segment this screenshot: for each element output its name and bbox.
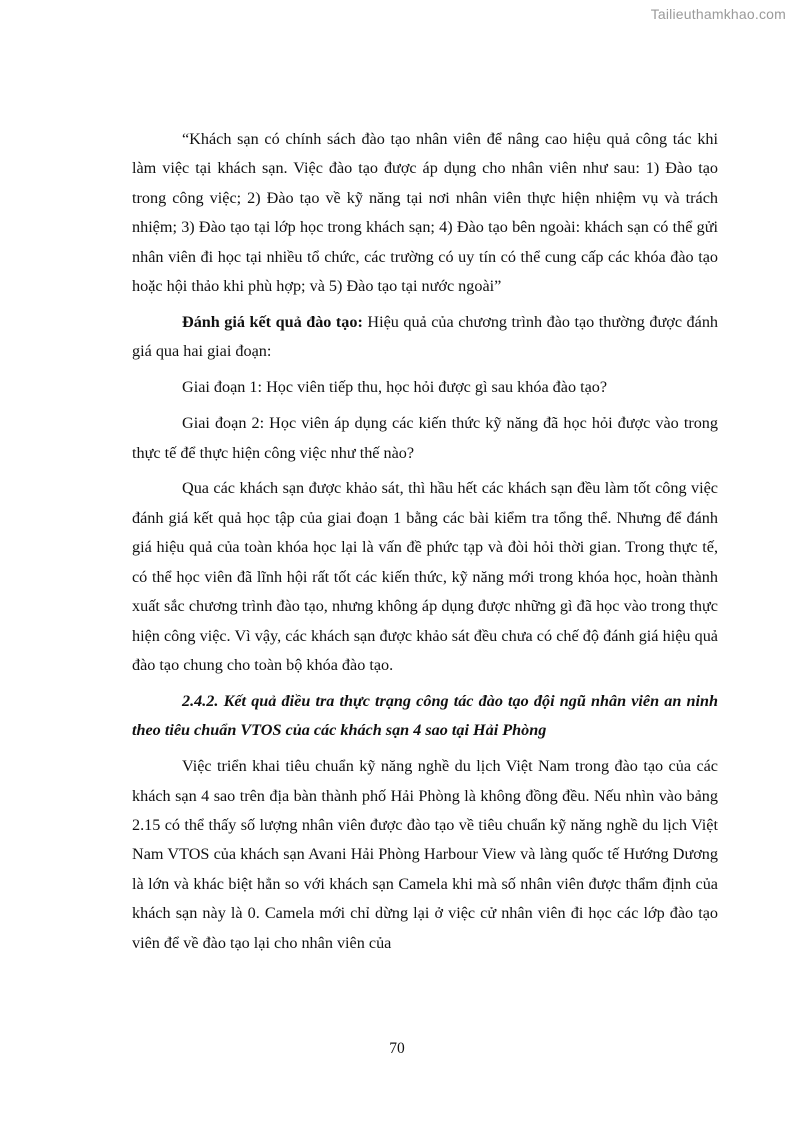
page-number: 70	[389, 1040, 405, 1057]
paragraph-stage-1: Giai đoạn 1: Học viên tiếp thu, học hỏi được gì sau khóa đào tạo?	[182, 378, 608, 397]
paragraph-evaluation	[132, 308, 718, 367]
paragraph-vtos: Việc triển khai tiêu chuẩn kỹ năng nghề du lịch Việt Nam trong đào tạo của các khách sạn 4 sao trên địa bàn thành phố Hải Phòng là không đồng đều. Nếu nhìn vào bảng 2.15 có thể thấy số lượng nhân viên được đào tạo về tiêu chuẩn kỹ năng nghề du lịch Việt Nam VTOS của khách sạn Avani Hải Phòng Harbour View và làng quốc tế Hướng Dương là lớn và khác biệt hẳn so với khách sạn Camela khi mà số nhân viên được thẩm định của khách sạn này là 0. Camela mới chỉ dừng lại ở việc cử nhân viên đi học các lớp đào tạo viên để về đào tạo lại cho nhân viên của	[132, 757, 718, 952]
paragraph-stage-2: Giai đoạn 2: Học viên áp dụng các kiến thức kỹ năng đã học hỏi được vào trong thực tế để thực hiện công việc như thế nào?	[132, 414, 718, 462]
watermark: Tailieuthamkhao.com	[650, 6, 786, 22]
paragraph-survey: Qua các khách sạn được khảo sát, thì hầu hết các khách sạn đều làm tốt công việc đánh giá kết quả học tập của giai đoạn 1 bằng các bài kiểm tra tổng thể. Nhưng để đánh giá hiệu quả của toàn khóa học lại là vấn đề phức tạp và đòi hỏi thời gian. Trong thực tế, có thể học viên đã lĩnh hội rất tốt các kiến thức, kỹ năng mới trong khóa học, hoàn thành xuất sắc chương trình đào tạo, nhưng không áp dụng được những gì đã học vào trong thực hiện công việc. Vì vậy, các khách sạn được khảo sát đều chưa có chế độ đánh giá hiệu quả đào tạo chung cho toàn bộ khóa đào tạo.	[132, 479, 718, 674]
evaluation-text: Hiệu quả của chương trình đào tạo thường được đánh giá qua hai giai đoạn:	[132, 312, 719, 361]
evaluation-label: Đánh giá kết quả đào tạo:	[182, 312, 363, 331]
paragraph-quote: “Khách sạn có chính sách đào tạo nhân viên để nâng cao hiệu quả công tác khi làm việc tại khách sạn. Việc đào tạo được áp dụng cho nhân viên như sau: 1) Đào tạo trong công việc; 2) Đào tạo về kỹ năng tại nơi nhân viên thực hiện nhiệm vụ và trách nhiệm; 3) Đào tạo tại lớp học trong khách sạn; 4) Đào tạo bên ngoài: khách sạn có thể gửi nhân viên đi học tại nhiều tổ chức, các trường có uy tín có thể cung cấp các khóa đào tạo hoặc hội thảo khi phù hợp; và 5) Đào tạo tại nước ngoài”	[132, 130, 718, 296]
section-heading: 2.4.2. Kết quả điều tra thực trạng công tác đào tạo đội ngũ nhân viên an ninh theo tiêu chuẩn VTOS của các khách sạn 4 sao tại Hải Phòng	[132, 691, 718, 740]
page-content	[132, 125, 718, 964]
